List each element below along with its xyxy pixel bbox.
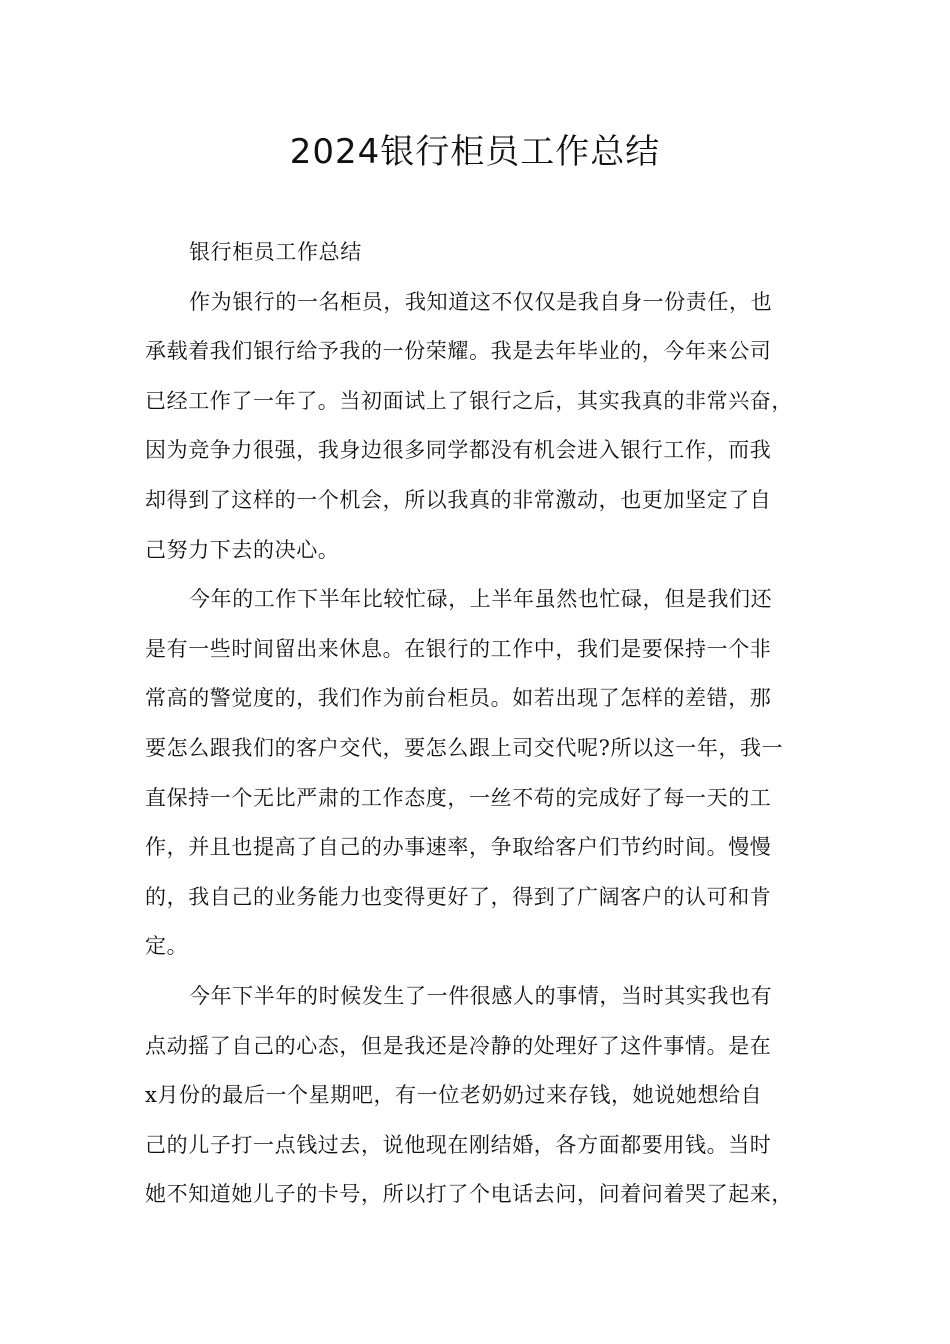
paragraph-line: 承载着我们银行给予我的一份荣耀。我是去年毕业的，今年来公司 bbox=[145, 339, 772, 364]
paragraph-line: 因为竞争力很强，我身边很多同学都没有机会进入银行工作，而我 bbox=[145, 438, 772, 463]
paragraph-line: 已经工作了一年了。当初面试上了银行之后，其实我真的非常兴奋， bbox=[145, 388, 793, 413]
paragraph-line: 是有一些时间留出来休息。在银行的工作中，我们是要保持一个非 bbox=[145, 636, 772, 661]
paragraph-line: 她不知道她儿子的卡号，所以打了个电话去问，问着问着哭了起来， bbox=[145, 1182, 793, 1207]
paragraph-line: 定。 bbox=[145, 934, 189, 959]
paragraph-line: 今年下半年的时候发生了一件很感人的事情，当时其实我也有 bbox=[189, 983, 773, 1008]
paragraph-line: 己的儿子打一点钱过去，说他现在刚结婚，各方面都要用钱。当时 bbox=[145, 1132, 772, 1157]
paragraph-line: 今年的工作下半年比较忙碌，上半年虽然也忙碌，但是我们还 bbox=[189, 587, 773, 612]
document-body bbox=[145, 228, 805, 1220]
paragraph-line: 己努力下去的决心。 bbox=[145, 537, 340, 562]
paragraph-line: 作，并且也提高了自己的办事速率，争取给客户们节约时间。慢慢 bbox=[145, 835, 772, 860]
paragraph-line: 却得到了这样的一个机会，所以我真的非常激动，也更加坚定了自 bbox=[145, 487, 772, 512]
paragraph-line: 直保持一个无比严肃的工作态度，一丝不苟的完成好了每一天的工 bbox=[145, 785, 772, 810]
paragraph-line: 作为银行的一名柜员，我知道这不仅仅是我自身一份责任，也 bbox=[189, 289, 773, 314]
paragraph-line: 的，我自己的业务能力也变得更好了，得到了广阔客户的认可和肯 bbox=[145, 884, 772, 909]
paragraph-line: 要怎么跟我们的客户交代，要怎么跟上司交代呢?所以这一年，我一 bbox=[145, 735, 784, 760]
document-title: 2024银行柜员工作总结 bbox=[289, 132, 661, 172]
paragraph-line: 常高的警觉度的，我们作为前台柜员。如若出现了怎样的差错，那 bbox=[145, 686, 772, 711]
paragraph-line: 点动摇了自己的心态，但是我还是冷静的处理好了这件事情。是在 bbox=[145, 1033, 772, 1058]
section-heading: 银行柜员工作总结 bbox=[189, 240, 362, 264]
paragraph-line: x月份的最后一个星期吧，有一位老奶奶过来存钱，她说她想给自 bbox=[145, 1083, 763, 1108]
